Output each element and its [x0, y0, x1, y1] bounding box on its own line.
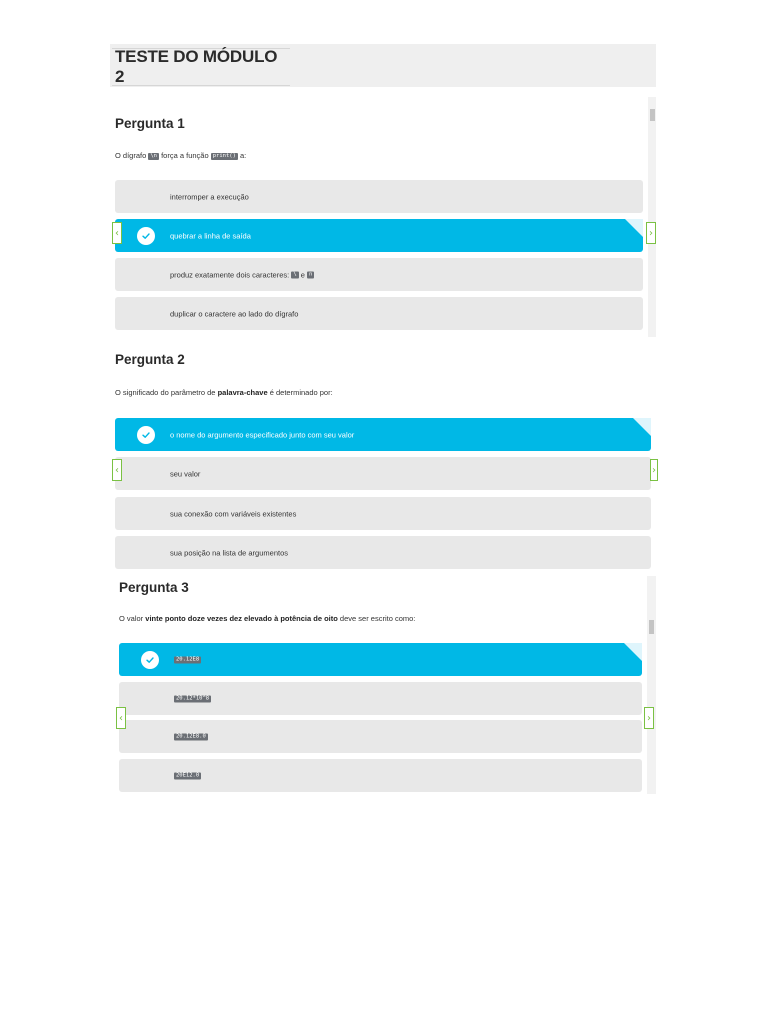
prompt-text: O dígrafo — [115, 151, 147, 160]
question-card-2 — [110, 340, 656, 573]
inline-code: \n — [150, 152, 157, 159]
answer-option[interactable] — [115, 180, 643, 213]
chevron-left-icon[interactable]: ‹ — [112, 222, 122, 244]
option-label: sua conexão com variáveis existentes — [170, 509, 297, 518]
prompt-text: O significado do parâmetro de — [115, 388, 216, 397]
option-label: quebrar a linha de saída — [170, 231, 251, 240]
prompt-text: força a função — [161, 151, 209, 160]
answer-option[interactable] — [119, 759, 642, 792]
answer-option-selected[interactable] — [115, 418, 651, 451]
answer-option[interactable] — [115, 457, 651, 490]
inline-code: 20.12*10^8 — [176, 695, 210, 702]
prompt-text: O valor — [119, 614, 144, 623]
chevron-right-icon[interactable]: › — [646, 222, 656, 244]
option-label: seu valor — [170, 469, 201, 478]
scrollbar-track[interactable] — [647, 576, 656, 794]
question-card-3 — [114, 576, 656, 794]
answer-option[interactable] — [115, 297, 643, 330]
page-title: TESTE DO MÓDULO 2 — [115, 47, 278, 86]
chevron-right-icon[interactable]: › — [650, 459, 658, 481]
option-label — [174, 771, 201, 780]
scrollbar-thumb[interactable] — [649, 620, 654, 634]
prompt-keyword: vinte ponto doze vezes dez elevado à potência de oito — [145, 614, 338, 623]
question-heading: Pergunta 2 — [115, 352, 185, 367]
chevron-right-icon[interactable]: › — [644, 707, 654, 729]
option-label: o nome do argumento especificado junto com seu valor — [170, 430, 355, 439]
question-heading: Pergunta 1 — [115, 116, 185, 131]
inline-code: \ — [293, 271, 297, 278]
inline-code: n — [309, 271, 313, 278]
question-prompt — [115, 388, 333, 397]
check-icon — [141, 651, 159, 669]
option-label: interromper a execução — [170, 192, 249, 201]
inline-code: 20E12.0 — [176, 772, 200, 779]
chevron-left-icon[interactable]: ‹ — [116, 707, 126, 729]
title-box — [112, 48, 290, 86]
option-label: duplicar o caractere ao lado do dígrafo — [170, 309, 299, 318]
answer-option[interactable] — [115, 258, 643, 291]
module-header — [110, 44, 656, 87]
option-text: e — [300, 270, 305, 279]
option-label — [174, 732, 208, 741]
answer-option-selected[interactable] — [119, 643, 642, 676]
scrollbar-thumb[interactable] — [650, 109, 655, 121]
chevron-left-icon[interactable]: ‹ — [112, 459, 122, 481]
scrollbar-track[interactable] — [648, 97, 656, 337]
option-label — [170, 270, 314, 279]
option-label: sua posição na lista de argumentos — [170, 548, 288, 557]
check-icon — [137, 426, 155, 444]
answer-option[interactable] — [119, 682, 642, 715]
prompt-keyword: palavra-chave — [217, 388, 268, 397]
prompt-text: a: — [240, 151, 247, 160]
inline-code: 20.12E8.0 — [176, 733, 206, 740]
answer-option-selected[interactable] — [115, 219, 643, 252]
option-label — [174, 694, 211, 703]
prompt-text: deve ser escrito como: — [339, 614, 416, 623]
check-icon — [137, 227, 155, 245]
option-text: produz exatamente dois caracteres: — [170, 270, 290, 279]
question-prompt — [119, 614, 415, 623]
inline-code: 20.12E8 — [176, 656, 200, 663]
option-label — [174, 655, 201, 664]
answer-option[interactable] — [119, 720, 642, 753]
prompt-text: é determinado por: — [269, 388, 333, 397]
question-prompt — [115, 151, 246, 160]
inline-code: print() — [212, 152, 236, 159]
answer-option[interactable] — [115, 497, 651, 530]
question-heading: Pergunta 3 — [119, 580, 189, 595]
answer-option[interactable] — [115, 536, 651, 569]
question-card-1 — [110, 97, 656, 337]
